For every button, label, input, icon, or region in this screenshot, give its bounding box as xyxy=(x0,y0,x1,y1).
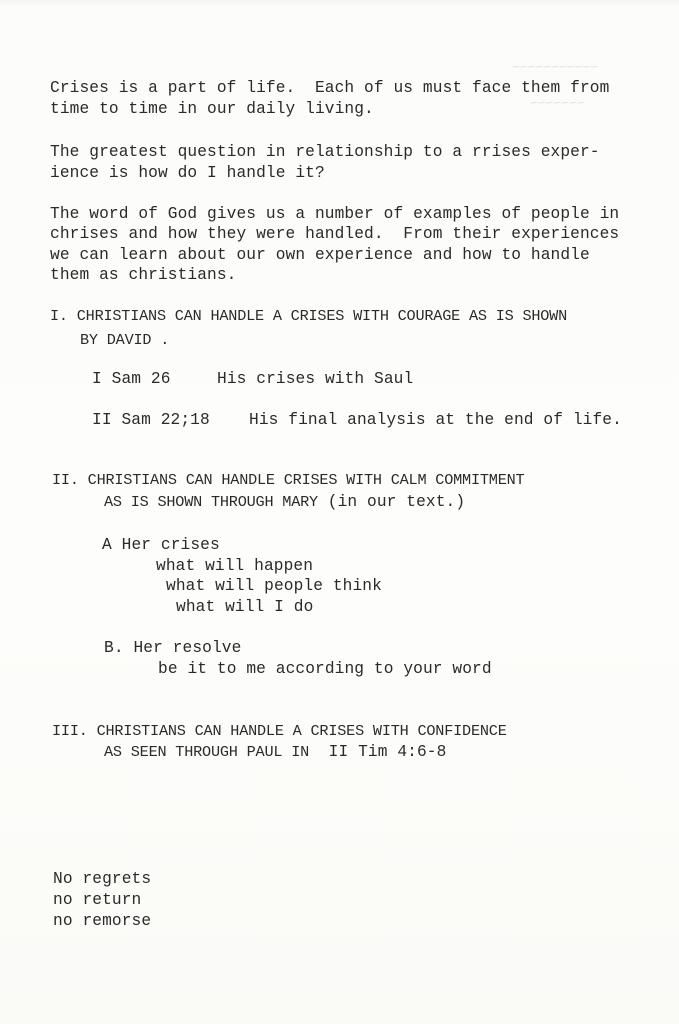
point-2-heading-caps: AS IS SHOWN THROUGH MARY xyxy=(104,493,318,511)
sub-point-label: A Her crises xyxy=(102,536,220,554)
intro-line: them as christians. xyxy=(50,266,237,284)
point-3-heading-ref: II Tim 4:6-8 xyxy=(309,743,447,761)
point-1-heading: BY DAVID . xyxy=(80,331,170,349)
intro-line: we can learn about our own experience and how to handle xyxy=(50,246,590,264)
point-1-heading: I. CHRISTIANS CAN HANDLE A CRISES WITH COURAGE AS IS SHOWN xyxy=(50,307,568,325)
closing-line: No regrets xyxy=(53,870,152,888)
point-3-heading: III. CHRISTIANS CAN HANDLE A CRISES WITH CONFIDENCE xyxy=(52,722,507,740)
scripture-note: His final analysis at the end of life. xyxy=(249,411,622,429)
intro-line: The greatest question in relationship to a rrises exper- xyxy=(50,143,600,161)
closing-line: no return xyxy=(53,891,142,909)
intro-line: The word of God gives us a number of examples of people in xyxy=(50,205,620,223)
show-through-text: ~~~~~~~ xyxy=(530,96,585,111)
sub-point-item: what will happen xyxy=(156,557,314,575)
point-2-heading: II. CHRISTIANS CAN HANDLE CRISES WITH CALM COMMITMENT xyxy=(52,471,525,489)
sub-point-label: B. Her resolve xyxy=(104,639,242,657)
intro-line: chrises and how they were handled. From their experiences xyxy=(50,225,620,243)
intro-line: ience is how do I handle it? xyxy=(50,164,325,182)
intro-line: Crises is a part of life. Each of us must face them from xyxy=(50,79,610,97)
point-3-heading-caps: AS SEEN THROUGH PAUL IN xyxy=(104,743,310,761)
intro-line: time to time in our daily living. xyxy=(50,100,374,118)
point-2-heading-note: (in our text.) xyxy=(317,493,466,511)
show-through-text: ~~~~~~~~~~~ xyxy=(512,60,598,75)
sub-point-item: be it to me according to your word xyxy=(158,660,492,678)
scripture-ref: II Sam 22;18 xyxy=(92,411,210,429)
closing-line: no remorse xyxy=(53,912,152,930)
sub-point-item: what will I do xyxy=(176,598,314,616)
scripture-ref: I Sam 26 xyxy=(92,370,171,388)
point-3-heading xyxy=(104,742,446,762)
scripture-note: His crises with Saul xyxy=(217,370,414,388)
sub-point-item: what will people think xyxy=(166,577,382,595)
point-2-heading xyxy=(104,492,465,512)
